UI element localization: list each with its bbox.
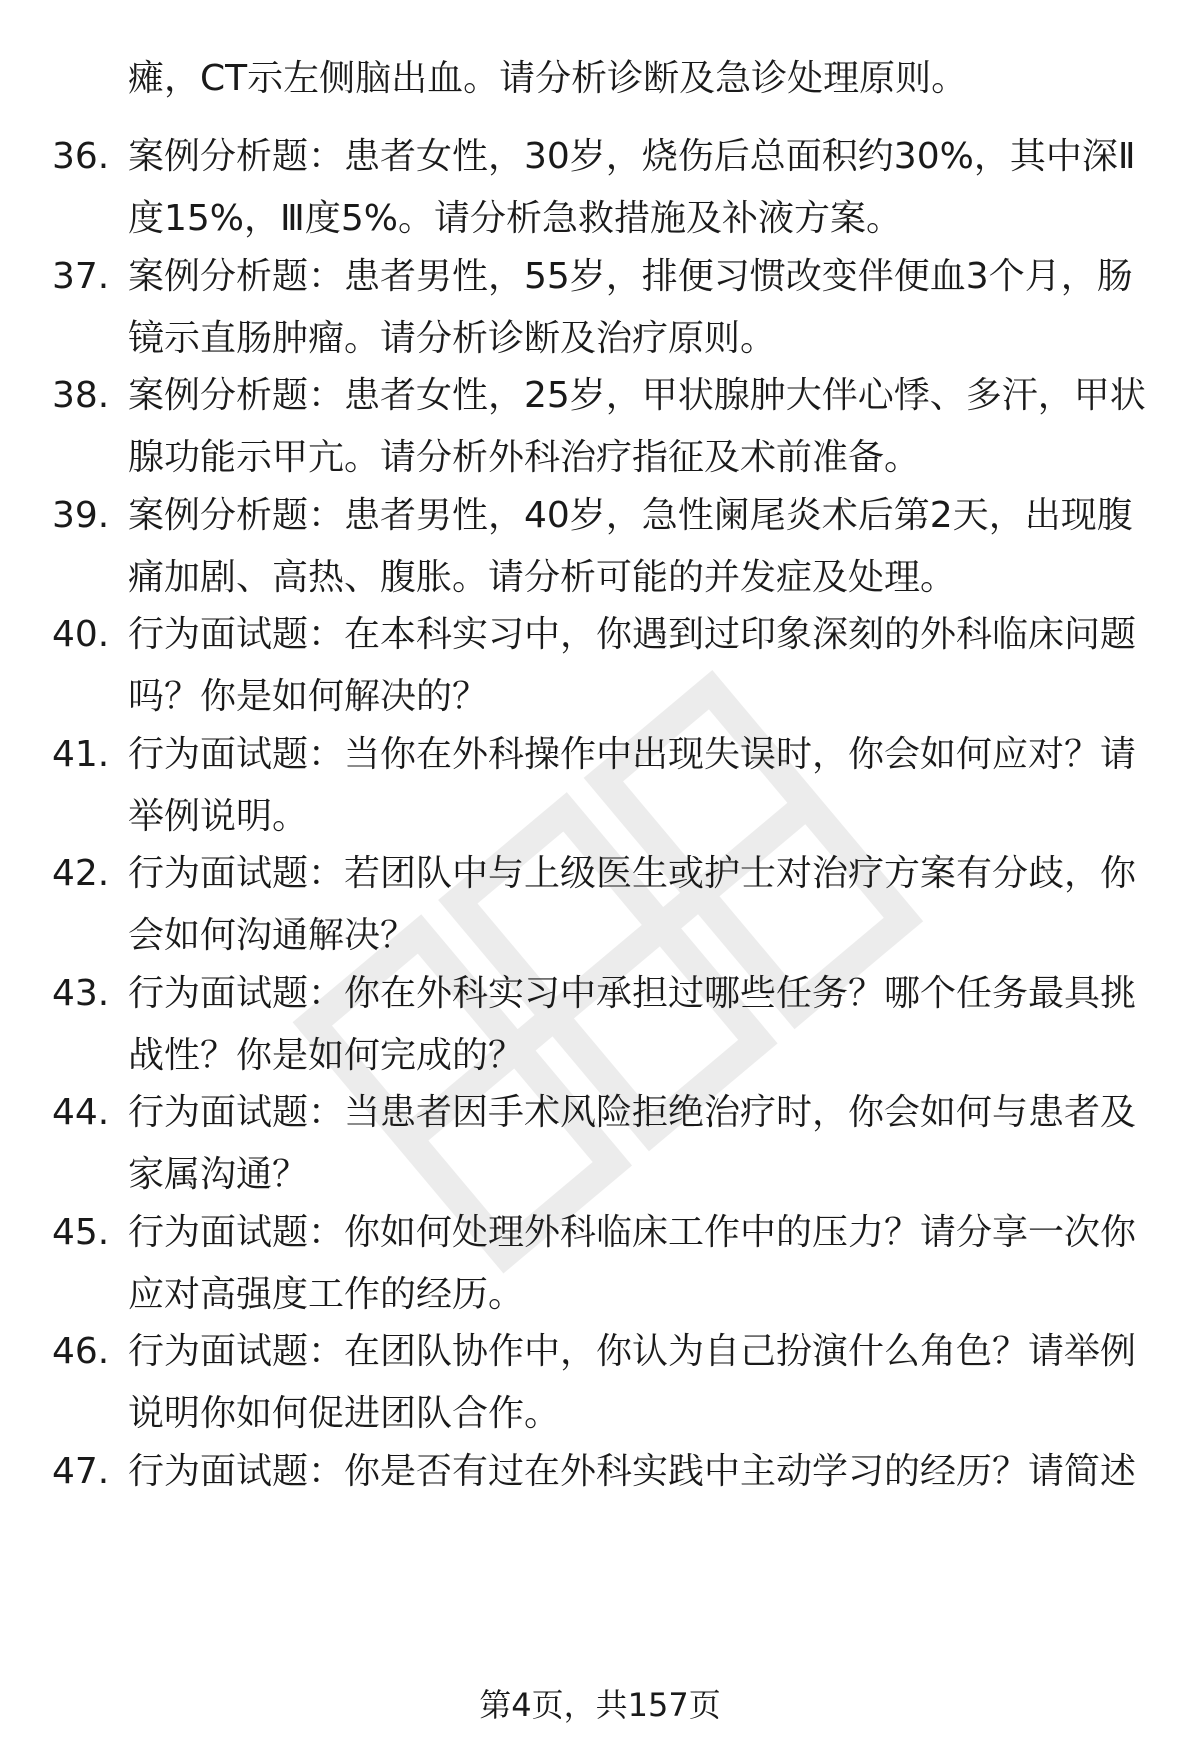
page-number: 第4页，共157页 xyxy=(479,1686,721,1724)
continuation-text: 瘫，CT示左侧脑出血。请分析诊断及急诊处理原则。 xyxy=(128,58,968,99)
question-text: 行为面试题：当你在外科操作中出现失误时，你会如何应对？请 举例说明。 xyxy=(128,734,1137,837)
question-text: 行为面试题：你如何处理外科临床工作中的压力？请分享一次你 应对高强度工作的经历。 xyxy=(128,1212,1137,1315)
question-text: 行为面试题：在团队协作中，你认为自己扮演什么角色？请举例 说明你如何促进团队合作。 xyxy=(128,1331,1137,1434)
question-text: 行为面试题：你是否有过在外科实践中主动学习的经历？请简述 xyxy=(128,1451,1137,1492)
question-text: 行为面试题：若团队中与上级医生或护士对治疗方案有分歧，你 会如何沟通解决？ xyxy=(128,853,1137,956)
question-text: 案例分析题：患者男性，55岁，排便习惯改变伴便血3个月，肠 镜示直肠肿瘤。请分析诊断及治疗原则。 xyxy=(128,256,1133,359)
question-number: 41. xyxy=(52,734,110,775)
question-text: 行为面试题：当患者因手术风险拒绝治疗时，你会如何与患者及 家属沟通？ xyxy=(128,1092,1137,1195)
question-text: 案例分析题：患者女性，25岁，甲状腺肿大伴心悸、多汗，甲状 腺功能示甲亢。请分析外科治疗指征及术前准备。 xyxy=(128,375,1146,478)
question-number: 44. xyxy=(52,1092,110,1133)
question-number: 39. xyxy=(52,495,110,536)
question-number: 47. xyxy=(52,1451,110,1492)
question-text: 行为面试题：在本科实习中，你遇到过印象深刻的外科临床问题 吗？你是如何解决的？ xyxy=(128,614,1137,717)
question-number: 46. xyxy=(52,1331,110,1372)
question-number: 42. xyxy=(52,853,110,894)
question-number: 36. xyxy=(52,136,110,177)
question-number: 38. xyxy=(52,375,110,416)
question-number: 43. xyxy=(52,973,110,1014)
question-text: 案例分析题：患者女性，30岁，烧伤后总面积约30%，其中深Ⅱ 度15%，Ⅲ度5%。请分析急救措施及补液方案。 xyxy=(128,136,1136,239)
question-number: 37. xyxy=(52,256,110,297)
question-text: 案例分析题：患者男性，40岁，急性阑尾炎术后第2天，出现腹 痛加剧、高热、腹胀。请分析可能的并发症及处理。 xyxy=(128,495,1133,598)
question-text: 行为面试题：你在外科实习中承担过哪些任务？哪个任务最具挑 战性？你是如何完成的？ xyxy=(128,973,1137,1076)
question-number: 40. xyxy=(52,614,110,655)
question-number: 45. xyxy=(52,1212,110,1253)
